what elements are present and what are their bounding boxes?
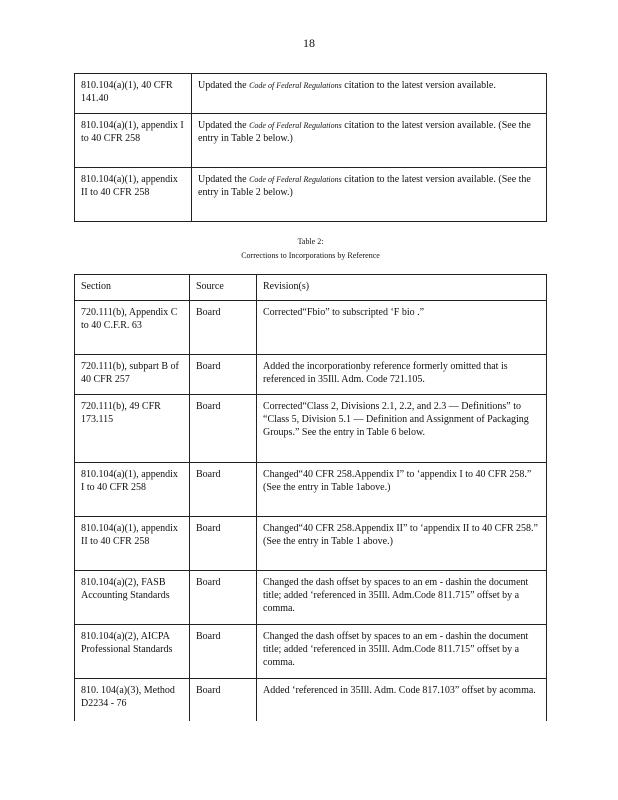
section-cell: 720.111(b), Appendix C to 40 C.F.R. 63	[75, 301, 190, 355]
revision-cell: Updated the Code of Federal Regulations citation to the latest version available. (See the entry in Table 2 below.)	[192, 168, 547, 222]
source-cell: Board	[190, 463, 257, 517]
section-cell: 720.111(b), 49 CFR 173.115	[75, 395, 190, 463]
source-cell: Board	[190, 301, 257, 355]
section-cell: 810. 104(a)(3), Method D2234 - 76	[75, 679, 190, 721]
source-cell: Board	[190, 395, 257, 463]
table-row	[75, 301, 547, 355]
table-row	[75, 517, 547, 571]
header-revisions: Revision(s)	[257, 275, 547, 301]
header-source: Source	[190, 275, 257, 301]
revision-cell: Updated the Code of Federal Regulations citation to the latest version available.	[192, 74, 547, 114]
source-cell: Board	[190, 517, 257, 571]
section-cell: 810.104(a)(1), 40 CFR 141.40	[75, 74, 192, 114]
source-cell: Board	[190, 571, 257, 625]
citation-updates-table	[74, 73, 547, 222]
revision-cell: Changed the dash offset by spaces to an em - dashin the document title; added ‘referenced in 35Ill. Adm.Code 811.715” offset by a comma.	[257, 571, 547, 625]
table-row	[75, 679, 547, 721]
corrections-table	[74, 274, 547, 721]
table-row	[75, 168, 547, 222]
section-cell: 810.104(a)(1), appendix I to 40 CFR 258	[75, 463, 190, 517]
revision-cell: Changed the dash offset by spaces to an em - dashin the document title; added ‘referenced in 35Ill. Adm.Code 811.715” offset by a comma.	[257, 625, 547, 679]
section-cell: 810.104(a)(1), appendix II to 40 CFR 258	[75, 168, 192, 222]
revision-cell: Corrected“Fbio” to subscripted ‘F bio .”	[257, 301, 547, 355]
page-number: 18	[303, 36, 315, 50]
header-section: Section	[75, 275, 190, 301]
section-cell: 810.104(a)(1), appendix II to 40 CFR 258	[75, 517, 190, 571]
revision-cell: Added ‘referenced in 35Ill. Adm. Code 817.103” offset by acomma.	[257, 679, 547, 721]
revision-cell: Changed“40 CFR 258.Appendix II” to ‘appendix II to 40 CFR 258.” (See the entry in Table 1 above.)	[257, 517, 547, 571]
table-row	[75, 355, 547, 395]
revision-cell: Added the incorporationby reference formerly omitted that is referenced in 35Ill. Adm. Code 721.105.	[257, 355, 547, 395]
source-cell: Board	[190, 679, 257, 721]
section-cell: 720.111(b), subpart B of 40 CFR 257	[75, 355, 190, 395]
section-cell: 810.104(a)(2), AICPA Professional Standards	[75, 625, 190, 679]
section-cell: 810.104(a)(2), FASB Accounting Standards	[75, 571, 190, 625]
table-row	[75, 114, 547, 168]
table-row	[75, 463, 547, 517]
table-row	[75, 625, 547, 679]
revision-cell: Changed“40 CFR 258.Appendix I” to ‘appendix I to 40 CFR 258.” (See the entry in Table 1above.)	[257, 463, 547, 517]
table-caption-title: Corrections to Incorporations by Reference	[241, 251, 380, 260]
source-cell: Board	[190, 355, 257, 395]
section-cell: 810.104(a)(1), appendix I to 40 CFR 258	[75, 114, 192, 168]
table-caption-number: Table 2:	[297, 237, 324, 246]
revision-cell: Corrected“Class 2, Divisions 2.1, 2.2, and 2.3 — Definitions” to “Class 5, Division 5.1 — Definition and Assignment of Packaging Groups.” See the entry in Table 6 below.	[257, 395, 547, 463]
source-cell: Board	[190, 625, 257, 679]
revision-cell: Updated the Code of Federal Regulations citation to the latest version available. (See the entry in Table 2 below.)	[192, 114, 547, 168]
table-row	[75, 571, 547, 625]
table-row	[75, 395, 547, 463]
table-row	[75, 74, 547, 114]
table-header-row	[75, 275, 547, 301]
